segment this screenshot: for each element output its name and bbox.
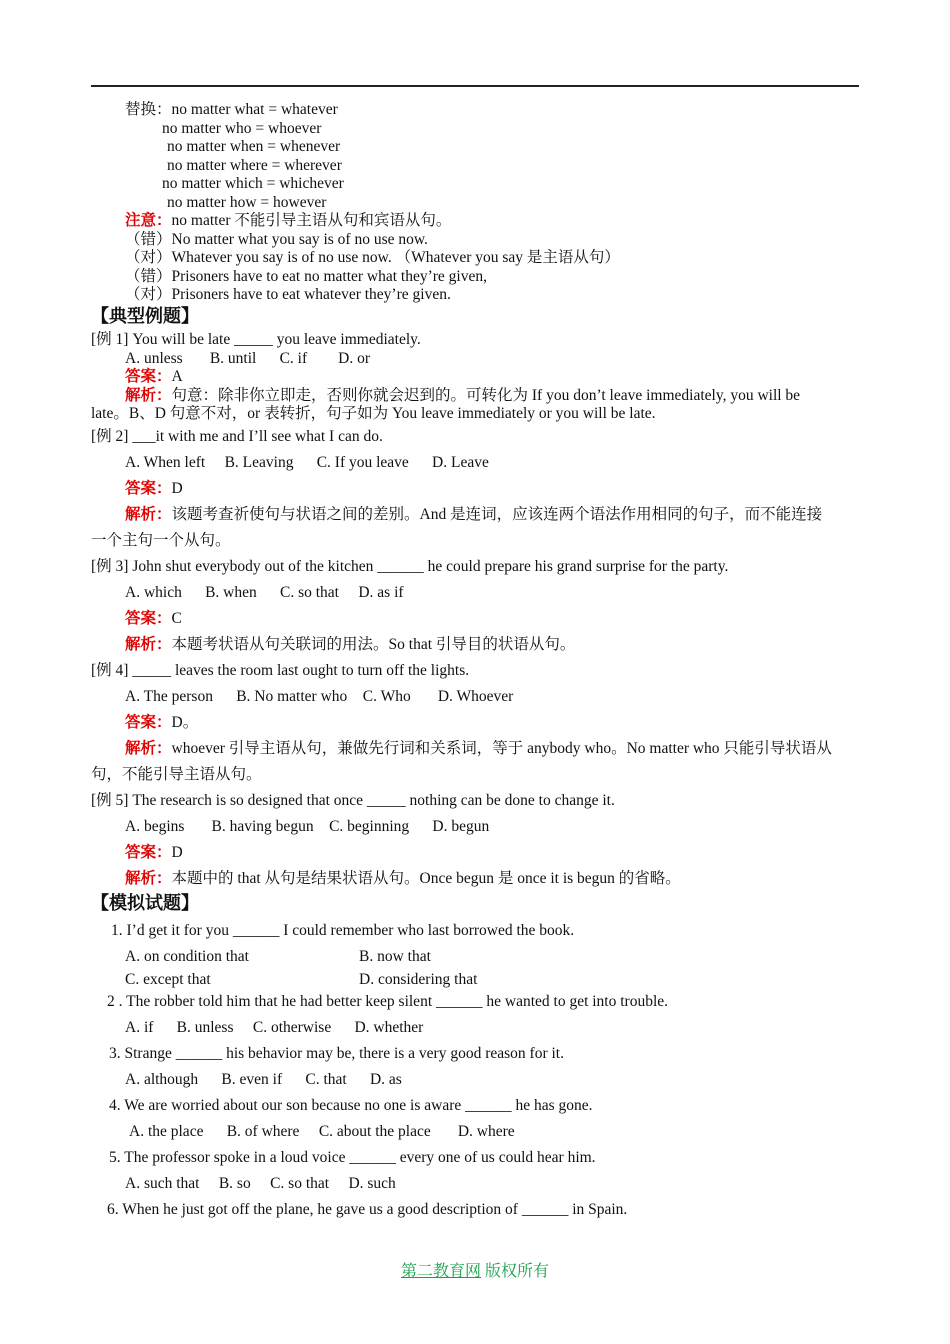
- example-analysis: [125, 386, 800, 405]
- page-footer: [0, 1258, 950, 1281]
- example-answer: [125, 479, 183, 498]
- example-analysis: [125, 869, 681, 888]
- example-options: A. which B. when C. so that D. as if: [125, 584, 404, 601]
- answer-value: A: [171, 368, 183, 385]
- example-options: A. unless B. until C. if D. or: [125, 350, 370, 367]
- note-example: （对）Prisoners have to eat whatever they’re given.: [125, 286, 451, 303]
- example-options: A. begins B. having begun C. beginning D. begun: [125, 818, 490, 835]
- mock-question: 5. The professor spoke in a loud voice ______ every one of us could hear him.: [109, 1149, 596, 1166]
- note-example: （错）No matter what you say is of no use now.: [125, 231, 428, 248]
- header-rule: [91, 85, 859, 87]
- note-example: （对）Whatever you say is of no use now. （Whatever you say 是主语从句）: [125, 249, 620, 266]
- answer-label: 答案：: [125, 610, 172, 627]
- example-answer: [125, 367, 183, 386]
- example-answer: [125, 609, 182, 628]
- footer-link[interactable]: 第二教育网: [400, 1263, 481, 1280]
- mock-options: A. if B. unless C. otherwise D. whether: [125, 1019, 424, 1036]
- substitution-label: 替换：: [125, 101, 172, 118]
- mock-question: 3. Strange ______ his behavior may be, there is a very good reason for it.: [109, 1045, 564, 1062]
- answer-label: 答案：: [125, 844, 172, 861]
- example-question: [例 4] _____ leaves the room last ought to turn off the lights.: [91, 662, 470, 679]
- mock-option: A. on condition that: [125, 948, 249, 965]
- substitution-item: no matter which = whichever: [162, 175, 344, 192]
- substitution-item: no matter who = whoever: [162, 120, 322, 137]
- analysis-text: 该题考查祈使句与状语之间的差别。And 是连词，应该连两个语法作用相同的句子，而不能连接: [171, 506, 823, 523]
- footer-copyright: 版权所有: [481, 1263, 550, 1280]
- mock-question: 6. When he just got off the plane, he gave us a good description of ______ in Spain.: [107, 1201, 628, 1218]
- example-options: A. The person B. No matter who C. Who D. Whoever: [125, 688, 514, 705]
- mock-options: A. the place B. of where C. about the place D. where: [129, 1123, 515, 1140]
- substitution-item: no matter what = whatever: [171, 101, 338, 118]
- answer-label: 答案：: [125, 480, 172, 497]
- analysis-text-cont: late。B、D 句意不对，or 表转折，句子如为 You leave immediately or you will be late.: [91, 405, 656, 422]
- substitution-item: no matter how = however: [167, 194, 327, 211]
- mock-option: D. considering that: [359, 971, 478, 988]
- analysis-label: 解析：: [125, 740, 172, 757]
- section-heading-typical: 【典型例题】: [91, 306, 199, 326]
- example-analysis: [125, 739, 832, 758]
- mock-question: 1. I’d get it for you ______ I could remember who last borrowed the book.: [111, 922, 575, 939]
- analysis-text: 本题考状语从句关联词的用法。So that 引导目的状语从句。: [171, 636, 576, 653]
- example-analysis: [125, 505, 822, 524]
- example-question: [例 5] The research is so designed that once _____ nothing can be done to change it.: [91, 792, 615, 809]
- mock-question: 4. We are worried about our son because no one is aware ______ he has gone.: [109, 1097, 593, 1114]
- note-text: no matter 不能引导主语从句和宾语从句。: [171, 212, 452, 229]
- answer-label: 答案：: [125, 368, 172, 385]
- substitution-item: no matter when = whenever: [167, 138, 341, 155]
- example-options: A. When left B. Leaving C. If you leave D. Leave: [125, 454, 489, 471]
- analysis-text: 句意：除非你立即走，否则你就会迟到的。可转化为 If you don’t leave immediately, you will be: [171, 387, 801, 404]
- analysis-text-cont: 一个主句一个从句。: [91, 532, 231, 549]
- example-answer: [125, 843, 183, 862]
- answer-value: D: [171, 844, 183, 861]
- mock-option: C. except that: [125, 971, 211, 988]
- example-analysis: [125, 635, 575, 654]
- analysis-label: 解析：: [125, 870, 172, 887]
- analysis-text: 本题中的 that 从句是结果状语从句。Once begun 是 once it is begun 的省略。: [171, 870, 681, 887]
- mock-options: A. such that B. so C. so that D. such: [125, 1175, 396, 1192]
- example-question: [例 2] ___it with me and I’ll see what I can do.: [91, 428, 383, 445]
- answer-label: 答案：: [125, 714, 172, 731]
- analysis-label: 解析：: [125, 506, 172, 523]
- mock-option: B. now that: [359, 948, 431, 965]
- section-heading-mock: 【模拟试题】: [91, 893, 199, 913]
- analysis-text-cont: 句，不能引导主语从句。: [91, 766, 262, 783]
- analysis-text: whoever 引导主语从句，兼做先行词和关系词，等于 anybody who。No matter who 只能引导状语从: [171, 740, 832, 757]
- note-line: [125, 211, 451, 230]
- answer-value: D: [171, 480, 183, 497]
- analysis-label: 解析：: [125, 636, 172, 653]
- example-question: [例 1] You will be late _____ you leave immediately.: [91, 331, 421, 348]
- analysis-label: 解析：: [125, 387, 172, 404]
- substitution-item: no matter where = wherever: [167, 157, 342, 174]
- mock-question: 2 . The robber told him that he had better keep silent ______ he wanted to get into trouble.: [107, 993, 669, 1010]
- answer-value: C: [171, 610, 182, 627]
- answer-value: D。: [171, 714, 199, 731]
- substitution-line: [125, 100, 338, 119]
- example-answer: [125, 713, 198, 732]
- note-label: 注意：: [125, 212, 172, 229]
- example-question: [例 3] John shut everybody out of the kitchen ______ he could prepare his grand surprise for the party.: [91, 558, 729, 575]
- note-example: （错）Prisoners have to eat no matter what they’re given,: [125, 268, 487, 285]
- mock-options: A. although B. even if C. that D. as: [125, 1071, 402, 1088]
